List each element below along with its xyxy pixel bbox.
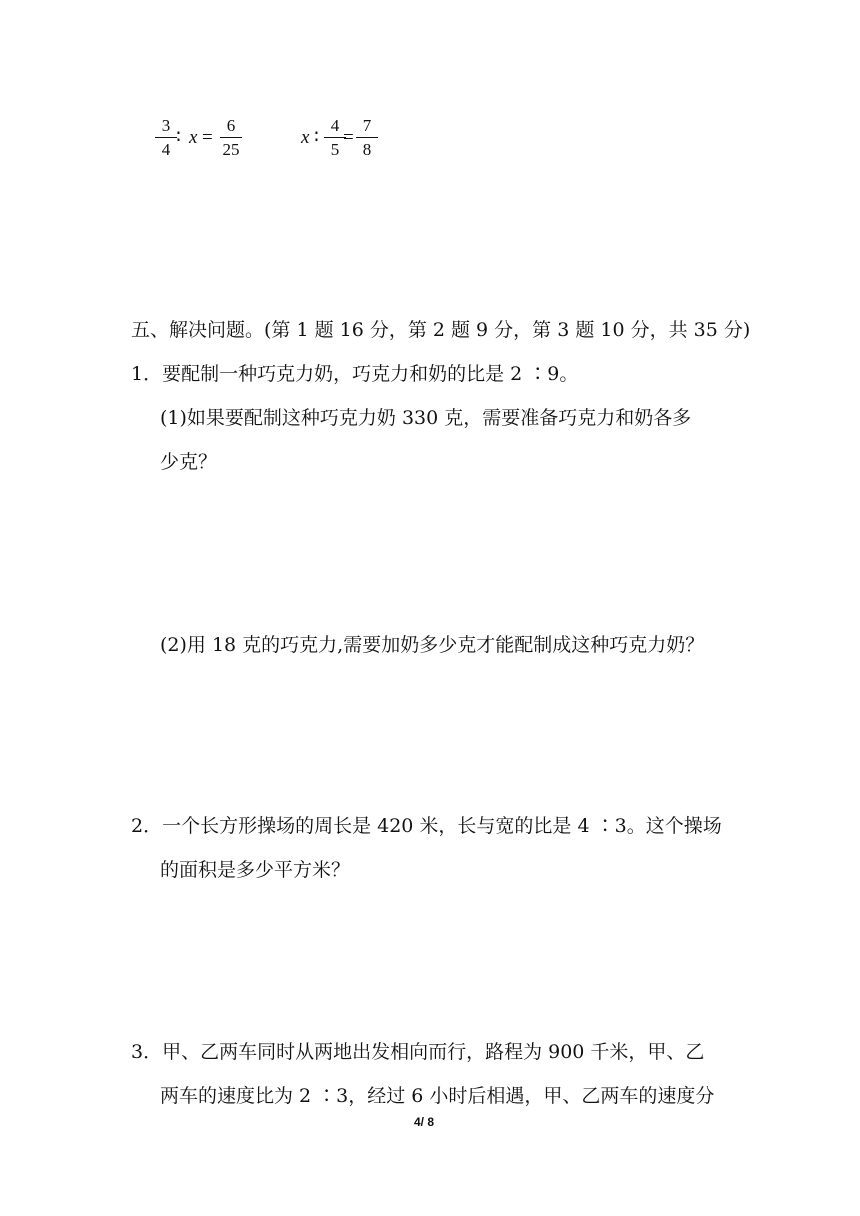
problem-1-part-1-line-1: (1)如果要配制这种巧克力奶 330 克，需要准备巧克力和奶各多 xyxy=(160,407,692,429)
fraction-three-quarters xyxy=(154,117,178,158)
variable-x: x xyxy=(189,127,198,148)
problem-1-stem: 1．要配制一种巧克力奶，巧克力和奶的比是 2 ∶9。 xyxy=(131,363,579,385)
fraction-bar xyxy=(356,137,378,138)
fraction-bar xyxy=(220,137,242,138)
fraction-denominator: 8 xyxy=(362,140,372,159)
fraction-numerator: 7 xyxy=(362,116,372,135)
problem-3-line-1: 3．甲、乙两车同时从两地出发相向而行，路程为 900 千米，甲、乙 xyxy=(131,1041,705,1063)
problem-1-part-2: (2)用 18 克的巧克力,需要加奶多少克才能配制成这种巧克力奶？ xyxy=(160,634,705,656)
fraction-numerator: 3 xyxy=(161,116,171,135)
fraction-numerator: 4 xyxy=(330,116,340,135)
fraction-seven-eighths xyxy=(355,117,379,158)
fraction-bar xyxy=(155,137,177,138)
problem-2-line-1: 2．一个长方形操场的周长是 420 米，长与宽的比是 4 ∶3。这个操场 xyxy=(131,815,722,837)
equals-sign: = xyxy=(202,127,213,148)
ratio-colon: ∶ xyxy=(314,127,319,148)
fraction-numerator: 6 xyxy=(226,116,236,135)
fraction-six-twentyfifths xyxy=(219,117,243,158)
page-number: 4/ 8 xyxy=(414,1115,435,1129)
problem-1-part-1-line-2: 少克？ xyxy=(160,451,218,473)
fraction-denominator: 5 xyxy=(330,140,340,159)
equals-sign: = xyxy=(343,127,354,148)
section-heading: 五、解决问题。(第 1 题 16 分，第 2 题 9 分，第 3 题 10 分，共 35 分) xyxy=(131,319,751,341)
problem-3-line-2: 两车的速度比为 2 ∶3，经过 6 小时后相遇，甲、乙两车的速度分 xyxy=(160,1085,715,1107)
variable-x: x xyxy=(301,127,310,148)
fraction-denominator: 25 xyxy=(222,140,240,159)
ratio-colon: ∶ xyxy=(176,127,181,148)
fraction-denominator: 4 xyxy=(161,140,171,159)
problem-2-line-2: 的面积是多少平方米？ xyxy=(160,859,351,881)
